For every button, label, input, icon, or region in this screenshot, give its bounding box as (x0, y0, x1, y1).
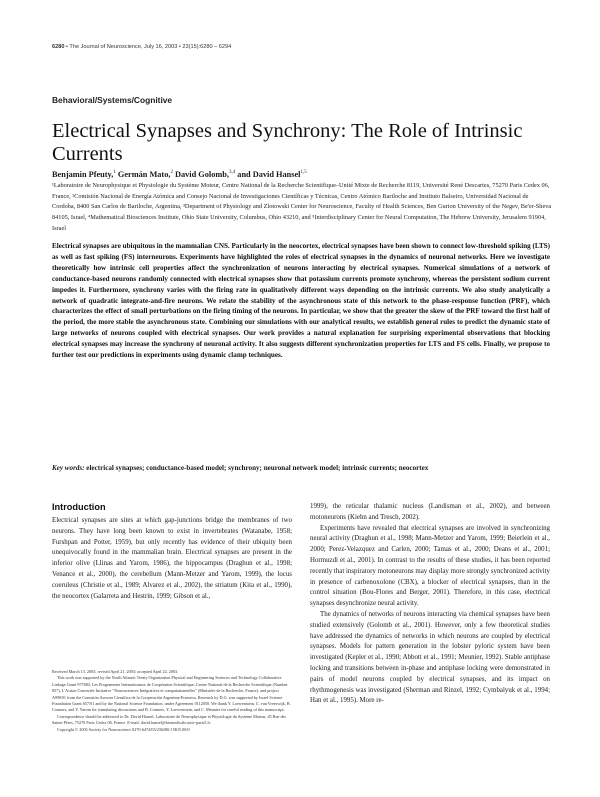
author: David Golomb,$^{3,4}$ (175, 170, 236, 179)
author: and David Hansel$^{1,5}$ (237, 170, 307, 179)
author: Germán Mato,$^2$ (117, 170, 173, 179)
section-label: Behavioral/Systems/Cognitive (52, 95, 173, 105)
footnote-correspondence: Correspondence should be addressed to Dr. David Hansel, Laboratoire de Neurophysique et Physiologie du Système Moteur, 45 Rue des Saints-Pères, 75270 Paris Cedex 06, France. E-mail: david.hansel@biomedicale.univ-paris5.fr. (52, 713, 287, 726)
keywords (52, 464, 552, 472)
paragraph: 1999), the reticular thalamic nucleus (Landisman et al., 2002), and between motoneurons (Kiehn and Tresch, 2002). (310, 503, 550, 521)
footnote-funding: This work was supported by the North Atlantic Treaty Organization Physical and Engineering Sciences and Technology Collaborative Linkage Grant 977683, Les Programmes Internationaux de Coopération Scientifique–Centre National de la Recherche Scientifique (Number 857), L'Action Concertée Incitative "Neurosciences Intégratives et computationnelles" (Ministère de la Recherche, France), and project A99E01 from the Comisión Asesora Científica de la Cooperación Argentina-Francesa. Research by D.G. was supported by Israel Science Foundation Grant 657/01 and by the National Science Foundation, under Agreement 0112050. We thank Y. Loewenstein, C. van Vreeswijk, B. Connors, and Y. Yarom for stimulating discussions and B. Connors, Y. Loewenstein, and C. Meunier for careful reading of this manuscript. (52, 675, 291, 713)
body-column-left (52, 516, 292, 602)
author: Benjamin Pfeuty,$^1$ (52, 170, 116, 179)
running-head (52, 44, 548, 50)
paragraph: Electrical synapses are sites at which gap-junctions bridge the membranes of two neurons. They have long been known to exist in invertebrates (Watanabe, 1958; Furshpan and Potter, 1959), but only recently has evidence of their ubiquity been unequivocally found in the mammalian brain. Electrical synapses are present in the inferior olive (Llinas and Yarom, 1986), the hippocampus (Draghun et al., 1998; Venance et al., 2000), the cerebellum (Mann-Metzer and Yarom, 1999), the locus coeruleus (Christie et al., 1989; Alvarez et al., 2002), the striatum (Kita et al., 1990), the neocortex (Galarreta and Hestrin, 1999; Gibson et al., (52, 517, 292, 600)
footnotes (52, 669, 292, 733)
footnote-copyright: Copyright © 2003 Society for Neuroscience 0270-6474/03/236280-15$15.00/0 (57, 726, 190, 732)
page-number: 6280 (52, 44, 65, 50)
paragraph: The dynamics of networks of neurons interacting via chemical synapses have been studied extensively (Golomb et al., 2001). However, only a few theoretical studies have addressed the dynamics of networks in which neurons are coupled by electrical synapses. Models for pattern generation in the lobster pyloric system have been investigated (Kepler et al., 1990; Abbott et al., 1991; Meunier, 1992). Stable antiphase locking and transitions between in-phase and antiphase locking were demonstrated in pairs of model neurons coupled by electrical synapses, and its impact on rhythmogenesis was investigated (Sherman and Rinzel, 1992; Cymbalyuk et al., 1994; Han et al., 1995). More re- (310, 610, 550, 705)
body-column-right (310, 502, 550, 707)
abstract: Electrical synapses are ubiquitous in the mammalian CNS. Particularly in the neocortex, electrical synapses have been shown to connect low-threshold spiking (LTS) as well as fast spiking (FS) interneurons. Experiments have highlighted the roles of electrical synapses in the dynamics of neuronal networks. Here we investigate theoretically how intrinsic cell properties affect the synchronization of neurons interacting by electrical synapses. Numerical simulations of a network of conductance-based neurons randomly connected with electrical synapses show that potassium currents promote synchrony, whereas the persistent sodium current impedes it. Furthermore, synchrony varies with the firing rate in qualitatively different ways depending on the intrinsic currents. We also study analytically a network of quadratic integrate-and-fire neurons. We relate the stability of the asynchronous state of this network to the phase-response function (PRF), which characterizes the effect of small perturbations on the firing timing of the neurons. In particular, we show that the greater the skew of the PRF toward the first half of the period, the more stable the asynchronous state. Combining our simulations with our analytical results, we establish general rules to predict the dynamic state of large networks of neurons coupled with electrical synapses. Our work provides a natural explanation for surprising experimental observations that blocking electrical synapses may increase the synchrony of neuronal activity. It also suggests different synchronization properties for LTS and FS cells. Finally, we propose to further test our predictions in experiments using dynamic clamp techniques. (52, 242, 550, 360)
author-list (52, 170, 548, 179)
keywords-label: Key words: (52, 464, 85, 472)
paragraph: Experiments have revealed that electrical synapses are involved in synchronizing neural activity (Draghun et al., 1998; Mann-Metzer and Yarom, 1999; Beierlein et al., 2000; Perez-Velazquez and Carlen, 2000; Tamas et al., 2000; Deans et al., 2001; Hormuzdi et al., 2001). In contrast to the results of these studies, it has been reported recently that inspiratory motoneurons may display more strongly synchronized activity in presence of carbenoxolone (CBX), a blocker of electrical synapses, than in the control situation (Bou-Flores and Berger, 2001). Therefore, in this case, electrical synapses desynchronize neural activity. (310, 524, 550, 608)
footnote-received: Received March 13, 2003; revised April 21, 2003; accepted April 22, 2003. (52, 669, 179, 674)
introduction-heading: Introduction (52, 502, 106, 512)
article-title: Electrical Synapses and Synchrony: The Role of Intrinsic Currents (52, 120, 523, 165)
journal-citation: • The Journal of Neuroscience, July 16, 2003 • 23(15):6280 – 6294 (66, 44, 232, 50)
keywords-text: electrical synapses; conductance-based model; synchrony; neuronal network model; intrinsic currents; neocortex (86, 464, 429, 472)
affiliations: ¹Laboratoire de Neurophysique et Physiologie du Système Moteur, Centre National de la Recherche Scientifique–Unité Mixte de Recherche 8119, Université René Descartes, 75270 Paris Cedex 06, France, ²Comisión Nacional de Energía Atómica and Consejo Nacional de Investigaciones Científicas y Técnicas, Centro Atómico Bariloche and Instituto Balseiro, Universidad Nacional de Cordoba, 8400 San Carlos de Bariloche, Argentina, ³Department of Physiology and Zlotowski Center for Neuroscience, Faculty of Health Sciences, Ben Gurion University of the Negev, Be'er-Sheva 84105, Israel, ⁴Mathematical Biosciences Institute, Ohio State University, Columbus, Ohio 43210, and ⁵Interdisciplinary Center for Neural Computation, The Hebrew University, Jerusalem 91904, Israel (52, 182, 552, 232)
